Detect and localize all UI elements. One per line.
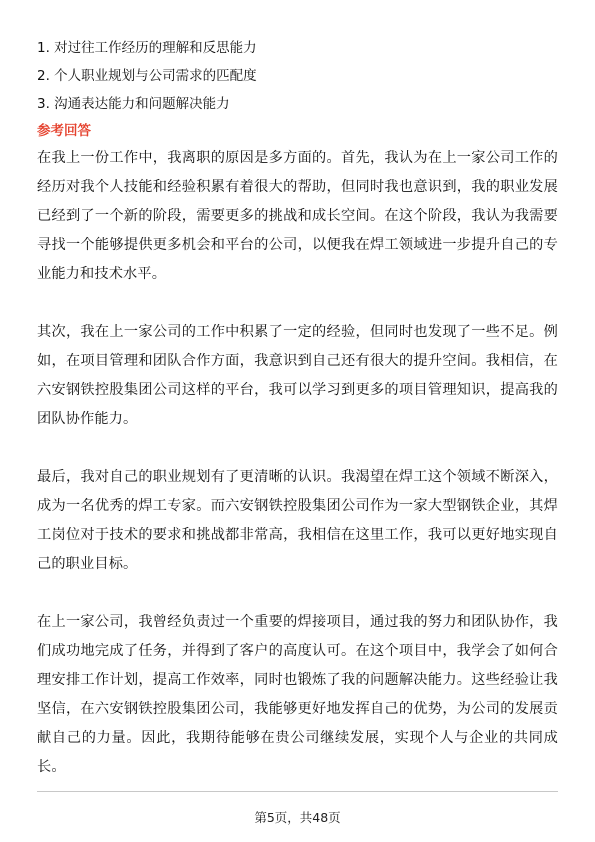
footer-divider [37, 791, 558, 792]
evaluation-points-list [37, 34, 557, 118]
reference-answer-heading: 参考回答 [37, 123, 91, 139]
answer-paragraph: 在我上一份工作中，我离职的原因是多方面的。首先，我认为在上一家公司工作的经历对我个人技能和经验积累有着很大的帮助，但同时我也意识到，我的职业发展已经到了一个新的阶段，需要更多的挑战和成长空间。在这个阶段，我认为我需要寻找一个能够提供更多机会和平台的公司，以便我在焊工领域进一步提升自己的专业能力和技术水平。 [37, 150, 558, 282]
answer-paragraph: 最后，我对自己的职业规划有了更清晰的认识。我渴望在焊工这个领域不断深入，成为一名优秀的焊工专家。而六安钢铁控股集团公司作为一家大型钢铁企业，其焊工岗位对于技术的要求和挑战都非常高，我相信在这里工作，我可以更好地实现自己的职业目标。 [37, 469, 558, 572]
answer-paragraph: 在上一家公司，我曾经负责过一个重要的焊接项目，通过我的努力和团队协作，我们成功地完成了任务，并得到了客户的高度认可。在这个项目中，我学会了如何合理安排工作计划，提高工作效率，同时也锻炼了我的问题解决能力。这些经验让我坚信，在六安钢铁控股集团公司，我能够更好地发挥自己的优势，为公司的发展贡献自己的力量。因此，我期待能够在贵公司继续发展，实现个人与企业的共同成长。 [37, 614, 558, 775]
evaluation-point: 1. 对过往工作经历的理解和反思能力 [37, 40, 257, 56]
answer-paragraph: 其次，我在上一家公司的工作中积累了一定的经验，但同时也发现了一些不足。例如，在项目管理和团队合作方面，我意识到自己还有很大的提升空间。我相信，在六安钢铁控股集团公司这样的平台，我可以学习到更多的项目管理知识，提高我的团队协作能力。 [37, 324, 558, 427]
evaluation-point: 3. 沟通表达能力和问题解决能力 [37, 96, 230, 112]
evaluation-point: 2. 个人职业规划与公司需求的匹配度 [37, 68, 257, 84]
page-number: 第5页，共48页 [254, 810, 341, 825]
answer-body [37, 144, 558, 811]
